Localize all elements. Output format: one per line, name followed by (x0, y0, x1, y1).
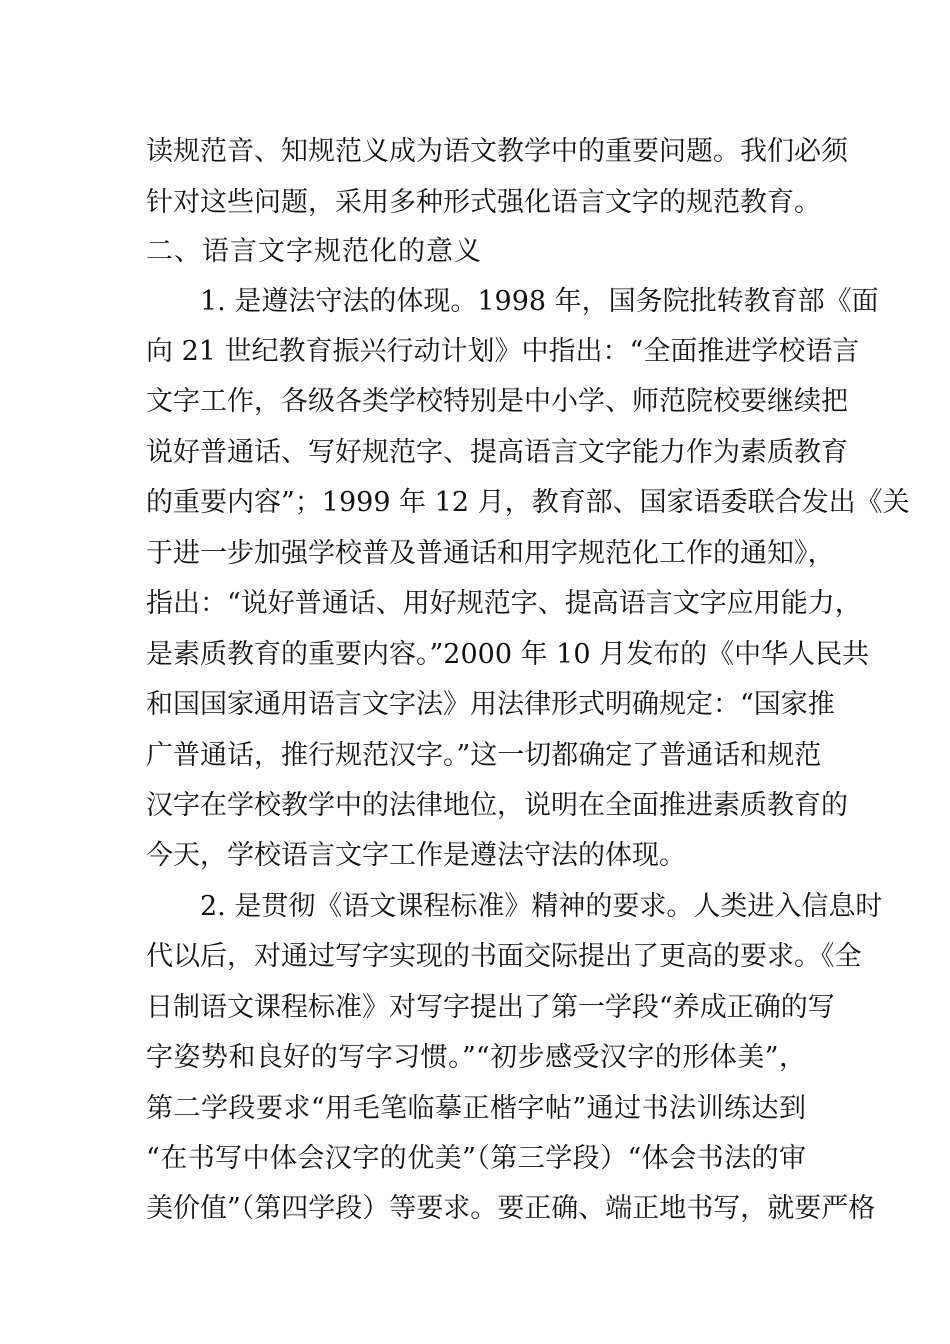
paragraph1-line-4: 说好普通话、写好规范字、提高语言文字能力作为素质教育 (146, 437, 848, 468)
intro-line-2: 针对这些问题，采用多种形式强化语言文字的规范教育。 (146, 187, 821, 218)
paragraph1-line-10: 广普通话，推行规范汉字。”这一切都确定了普通话和规范 (146, 740, 822, 771)
paragraph2-line-6: “在书写中体会汉字的优美”（第三学段）“体会书法的审 (146, 1143, 806, 1174)
paragraph1-line-12: 今天，学校语言文字工作是遵法守法的体现。 (146, 840, 686, 871)
paragraph2-line-2: 代以后，对通过写字实现的书面交际提出了更高的要求。《全 (146, 941, 862, 972)
paragraph1-line-6: 于进一步加强学校普及普通话和用字规范化工作的通知》， (146, 538, 835, 569)
paragraph1-line-3: 文字工作，各级各类学校特别是中小学、师范院校要继续把 (146, 386, 848, 417)
paragraph2-line-5: 第二学段要求“用毛笔临摹正楷字帖”通过书法训练达到 (146, 1093, 806, 1124)
paragraph2-line-7: 美价值”（第四学段）等要求。要正确、端正地书写，就要严格 (146, 1193, 876, 1224)
paragraph1-line-9: 和国国家通用语言文字法》用法律形式明确规定：“国家推 (146, 689, 835, 720)
paragraph1-line-7: 指出：“说好普通话、用好规范字、提高语言文字应用能力， (146, 588, 862, 619)
paragraph1-line-11: 汉字在学校教学中的法律地位，说明在全面推进素质教育的 (146, 790, 848, 821)
paragraph1-line-2: 向 21 世纪教育振兴行动计划》中指出：“全面推进学校语言 (146, 336, 860, 367)
paragraph1-line-1: 1. 是遵法守法的体现。1998 年，国务院批转教育部《面 (200, 286, 879, 317)
intro-line-1: 读规范音、知规范义成为语文教学中的重要问题。我们必须 (146, 136, 848, 167)
paragraph2-line-1: 2. 是贯彻《语文课程标准》精神的要求。人类进入信息时 (200, 891, 883, 922)
section-heading: 二、语言文字规范化的意义 (146, 236, 482, 267)
paragraph1-line-5: 的重要内容”；1999 年 12 月，教育部、国家语委联合发出《关 (146, 487, 910, 518)
paragraph2-line-3: 日制语文课程标准》对写字提出了第一学段“养成正确的写 (146, 992, 835, 1023)
paragraph2-line-4: 字姿势和良好的写字习惯。”“初步感受汉字的形体美”， (146, 1042, 806, 1073)
paragraph1-line-8: 是素质教育的重要内容。”2000 年 10 月发布的《中华人民共 (146, 639, 870, 670)
